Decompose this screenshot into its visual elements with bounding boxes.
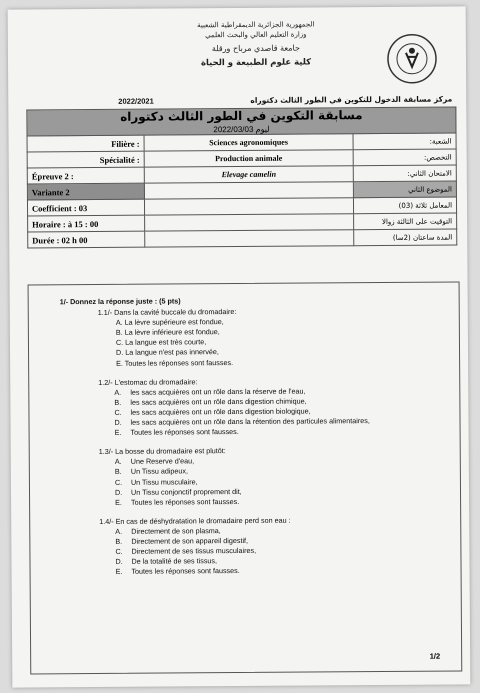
- answer-option: B. Un Tissu adipeux,: [114, 466, 189, 477]
- answer-option: D. De la totalité de ses tissus,: [115, 556, 218, 567]
- row-value: Production animale: [144, 150, 353, 167]
- section-title: 1/- Donnez la réponse juste : (5 pts): [59, 296, 181, 307]
- exam-title: مسابقة التكوين في الطور الثالث دكتوراه: [120, 108, 363, 124]
- answer-option: E. Toutes les réponses sont fausses.: [115, 566, 240, 577]
- row-value: [144, 182, 353, 199]
- answer-option: C. les sacs acquières ont un rôle dans digestion biologique,: [114, 406, 311, 417]
- row-label: Horaire : à 15 : 00: [28, 215, 145, 232]
- answer-option: B. les sacs acquières ont un rôle dans digestion chimique,: [114, 396, 307, 407]
- answer-option: B. La lèvre inférieure est fondue,: [115, 327, 220, 338]
- row-label: Spécialité :: [27, 151, 144, 168]
- answer-option: C. La langue est très courte,: [115, 337, 207, 348]
- row-value: Sciences agronomiques: [144, 134, 353, 151]
- answer-option: B. Directement de son appareil digestif,: [115, 535, 249, 546]
- ministry-header: [166, 19, 346, 68]
- row-label-ar: التوقيت على الثالثة زوالا: [354, 213, 457, 230]
- answer-option: E. Toutes les réponses sont fausses.: [114, 427, 239, 437]
- exam-date: 2022/03/03 ليوم: [213, 124, 270, 135]
- row-label-ar: المدة ساعتان (2سا): [354, 229, 457, 246]
- answer-option: E. Toutes les réponses sont fausses.: [115, 496, 240, 507]
- question-text: 1.3/- La bosse du dromadaire est plutôt:: [98, 446, 226, 457]
- exam-info-table: [26, 106, 457, 248]
- header-line: جامعة قاصدي مرباح ورقلة: [211, 43, 300, 54]
- row-label-ar: التخصص:: [353, 149, 456, 166]
- row-value: [145, 230, 354, 247]
- academic-year: 2022/2021: [118, 96, 154, 106]
- answer-option: A. Directement de son plasma,: [115, 526, 221, 536]
- row-value: Elevage camelin: [144, 166, 353, 183]
- row-label: Épreuve 2 :: [27, 167, 144, 184]
- centre-line: [118, 95, 452, 106]
- header-line: كلية علوم الطبيعة و الحياة: [200, 57, 312, 69]
- answer-option: A. les sacs acquières ont un rôle dans la réserve de l'eau,: [114, 386, 306, 397]
- answer-option: D. La langue n'est pas innervée,: [116, 347, 219, 358]
- row-label-ar: المعامل ثلاثة (03): [353, 197, 456, 214]
- row-label: Filière :: [27, 135, 144, 152]
- row-value: [145, 214, 354, 231]
- row-label-ar: الشعبة:: [353, 133, 456, 150]
- question-text: 1.4/- En cas de déshydratation le dromadaire perd son eau :: [99, 515, 291, 526]
- row-value: [144, 198, 353, 215]
- row-label: Coefficient : 03: [27, 199, 144, 216]
- row-label: Durée : 02 h 00: [28, 231, 145, 248]
- answer-option: D. les sacs acquières ont un rôle dans la rétention des particules alimentaires,: [114, 416, 370, 427]
- answer-option: A. Une Reserve d'eau,: [114, 456, 195, 467]
- row-label-ar: الامتحان الثاني:: [353, 165, 456, 182]
- answer-option: E. Toutes les réponses sont fausses.: [116, 357, 234, 368]
- exam-title-cell: [27, 107, 456, 136]
- question-text: 1.1/- Dans la cavité buccale du dromadaire:: [97, 307, 237, 318]
- answer-option: D. Un Tissu conjonctif proprement dit,: [114, 486, 242, 497]
- centre-title: مركز مسابقة الدخول للتكوين في الطور الثالث دكتوراه: [250, 94, 453, 105]
- question-text: 1.2/- L'estomac du dromadaire:: [98, 376, 198, 387]
- answer-option: A. La lèvre supérieure est fondue,: [115, 317, 224, 328]
- row-label: Variante 2: [27, 183, 144, 200]
- university-logo: [386, 33, 438, 85]
- exam-sheet: [8, 6, 471, 687]
- header-line: وزارة التعليم العالي والبحث العلمي: [205, 30, 307, 40]
- page-number: 1/2: [429, 651, 441, 661]
- answer-option: C. Un Tissu musculaire,: [114, 476, 198, 487]
- header-line: الجمهورية الجزائرية الديمقراطية الشعبية: [197, 20, 315, 30]
- questions-content: [60, 295, 371, 577]
- row-label-ar: الموضوع الثاني: [353, 181, 456, 198]
- answer-option: C. Directement de ses tissus musculaires,: [115, 545, 257, 556]
